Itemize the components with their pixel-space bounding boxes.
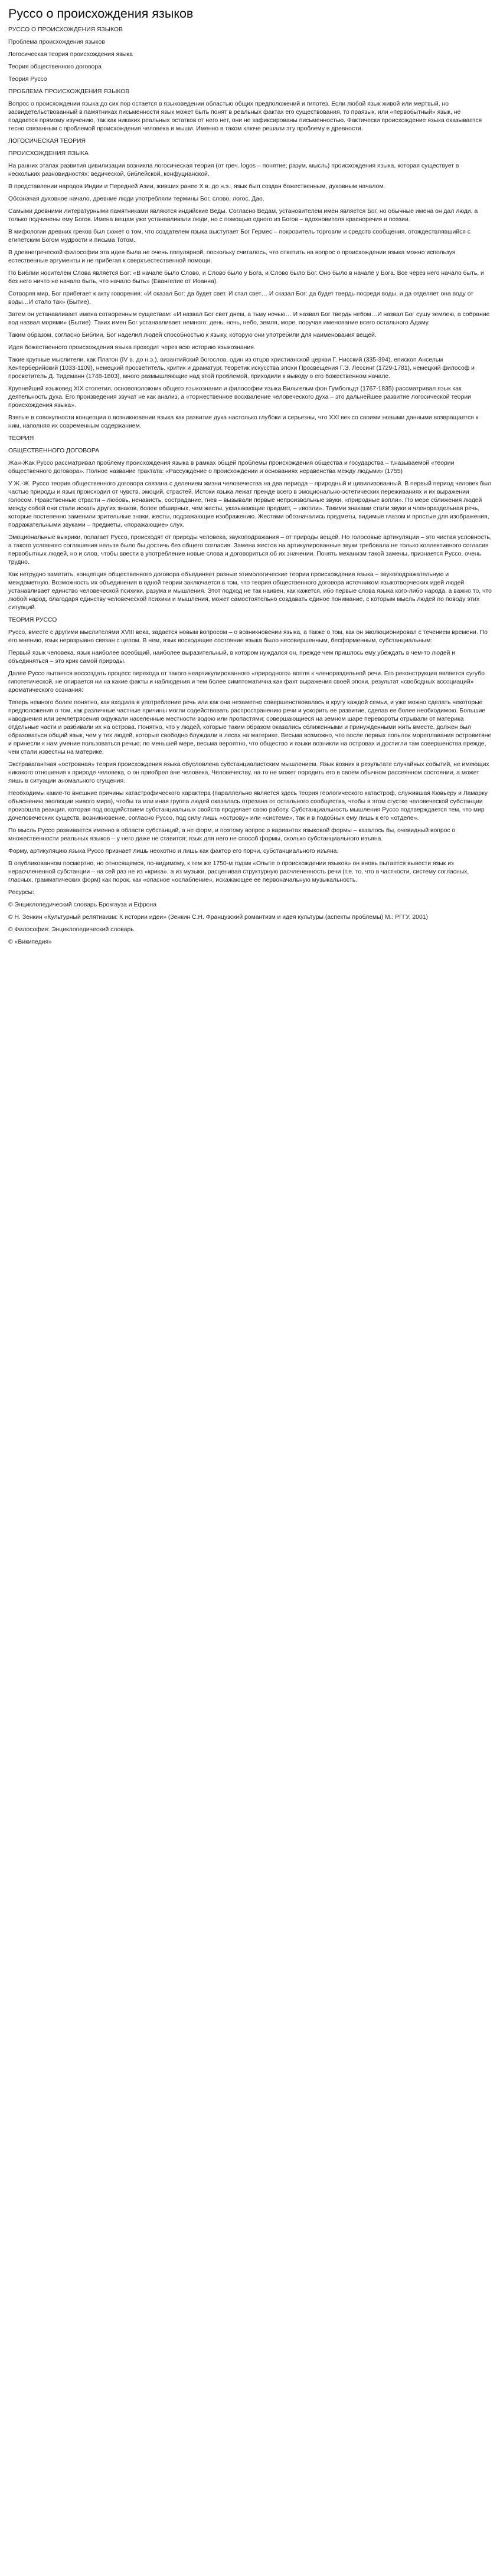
paragraph: Самыми древними литературными памятниками являются индийские Веды. Согласно Ведам, установителем имен является Бог, но обычные имена он дал люди, а только подчинены ему Богов. Имена вещам уже устанавливали люди, но с помощью одного из Богов – вдохновителя красноречия и поэзии.: [8, 208, 478, 223]
paragraph: Проблема происхождения языков: [8, 39, 105, 45]
paragraph: Ресурсы:: [8, 889, 34, 896]
paragraph: Теперь немного более понятно, как входила в употребление речь или как она незаметно совершенствовалась в кругу каждой семьи, и уже можно сделать некоторые предположения о том, как различные частные причины могли содействовать распространению речи и ускорить ее развитие, сделав ее более необходимою. Большие наводнения или землетрясения окружали населенные местности водою или пропастями; совершающиеся на земном шаре перевороты отрывали от материка отдельные части и разбивали их на острова. Понятно, что у людей, которые таким образом оказались сближенными и принужденными жить вместе, должен был образоваться общий язык, чем у тех людей, которые свободно блуждали в лесах на материке. Весьма возможно, что после первых попыток мореплавания островитяне и принесли к нам умение пользоваться речью; по меньшей мере, весьма вероятно, что общество и языки возникли на островах и достигли там совершенства прежде, чем стали известны на материке.: [8, 699, 492, 755]
paragraph: В представлении народов Индии и Передней Азии, живших ранее Х в. до н.э., язык был создан божественным, духовным началом.: [8, 183, 385, 190]
paragraph: ОБЩЕСТВЕННОГО ДОГОВОРА: [8, 448, 100, 454]
paragraph: Таким образом, согласно Библии, Бог наделил людей способностью к языку, которую они употребили для наименования вещей.: [8, 332, 377, 339]
paragraph: Далее Руссо пытается воссоздать процесс перехода от такого неартикулированного «природного» вопля к членораздельной речи. Его реконструкция является сугубо гипотетической, не опирается ни на какие факты и наблюдения и тем более симптоматична как факт выражения своей эпохи, результат «свободных ассоциаций» ароматического сознания:: [8, 671, 485, 694]
paragraph: По мысль Руссо развивается именно в области субстанций, а не форм, и поэтому вопрос о вариантах языковой формы – казалось бы, очевидный вопрос о множественности реальных языков – у него даже не ставится; язык для него не способ формы, сколько субстанциального изъяна.: [8, 827, 456, 842]
paragraph: Экстравагантная «островная» теория происхождения языка обусловлена субстанциалистским мышлением. Язык возник в результате случайных событий, не имеющих никакого отношения к природе человека, о он приобрел вне человека, Человечеству, на то не может породить его в своем обычном рассеянном состоянии, а может лишь в ситуации аномального сгущения.: [8, 761, 489, 784]
paragraph: По Библии носителем Слова является Бог: «В начале было Слово, и Слово было у Бога, и Слово было Бог. Оно было в начале у Бога. Все через него начало быть, и без него ничто не начало быть, что начало быть» (Евангелие от Иоанна).: [8, 270, 484, 285]
paragraph: Такие крупные мыслители, как Платон (IV в. до н.э.), византийский богослов, один из отцов христианской церкви Г. Нисский (335-394), епископ Ансельм Кентерберийский (1033-1109), немецкий просветитель, критик и драматург, теоретик искусства эпохи Просвещения Г.Э. Лессинг (1729-1781), немецкий философ и просветитель Д. Тидеманн (1748-1803), много размышляющие над этой проблемой, приходили к выводу о его божественном начале.: [8, 357, 475, 380]
paragraph: Теория общественного договора: [8, 64, 102, 70]
paragraph: ТЕОРИЯ: [8, 435, 34, 442]
paragraph: Затем он устанавливает имена сотворенным существам: «И назвал Бог свет днем, а тьму ночью… И назвал Бог твердь небом…И назвал Бог сушу землею, а собрание вод назвал морями» (Бытие). Таких имен Бог устанавливает немного: день, ночь, небо, земля, море, поручая именование всего остального Адаму.: [8, 311, 490, 326]
paragraph: Как нетрудно заметить, концепция общественного договора объединяет разные этимологические теории происхождения языка – звукоподражательную и междометную. Возможность их объединения в одной теории заключается в том, что теория общественного договора источником языкотворческих идей людей устанавливает единство человеческой психики, разума и мышления. Этот подход не так наивен, как кажется, ибо первые слова языка кого-либо народа, а важно то, что любой народ, благодаря единству человеческой психики и мышления, может самостоятельно создавать единое понимание, с которым мысль людей по поводу этих ситуаций.: [8, 571, 492, 611]
paragraph: Руссо, вместе с другими мыслителями XVIII века, задается новым вопросом – о возникновении языка, а также о том, как он эволюционировал с течением времени. По его мнению, язык неразрывно связан с целом. В нем, язык восходящие состояние языка было несовершенным, бесформенным, субстанциальным:: [8, 629, 488, 644]
paragraph: На ранних этапах развития цивилизации возникла логосическая теория (от греч. logos – понятие; разум, мысль) происхождения языка, которая существует в нескольких разновидностях: ведической, библейской, конфуцианской.: [8, 163, 459, 178]
paragraph: Взятые в совокупности концепции о возникновении языка как развитие духа настолько глубоки и серьезны, что XXI век со своими новыми данными возвращается к ним, наполняя их современным содержанием.: [8, 415, 479, 429]
paragraph: Необходимы какие-то внешние причины катастрофического характера (параллельно является здесь теория геологического катастроф, служившая Кювьеру и Ламарку объяснению эволюции живого мира), чтобы та или иная группа людей оказалась отрезана от остального сообщества, чтобы в этом сгустке человеческой субстанции произошла реакция, которая под воздействием субстанциальных свойств проделает свою работу. Субстанциальность мышления Руссо подтверждается тем, что мир дочеловеческих существ, возникновение, согласно Руссо, под силу лишь «острову» или «системе», так и в подобных ему лишь к его «отделе».: [8, 790, 488, 822]
paragraph: В древнегреческой философии эта идея была не очень популярной, поскольку считалось, что ответить на вопрос о происхождении языка можно используя естественные аргументы и не прибегая к сверхъестественной помощи.: [8, 249, 456, 264]
document-body: [8, 26, 492, 947]
paragraph: Жан-Жак Руссо рассматривал проблему происхождения языка в рамках общей проблемы происхождения общества и государства – т.называемой «теории общественного договора». Полное название трактата: «Рассуждение о происхождении и основаниях неравенства между людьми» (1755): [8, 460, 455, 475]
paragraph: В опубликованном посмертно, но относящемся, по-видимому, к тем же 1750-м годам «Опыте о происхождении языков» он вновь пытается вывести язык из нерасчлененной субстанции – на сей раз не из «крика», а из музыки, расценивая структурную расчлененность речи (т.е. то, что в частности, систему согласных, гласных, грамматических форм) как порок, как «опасное «ослабление», искажающее ее первоначальную музыкальность.: [8, 860, 469, 883]
paragraph: Логосическая теория происхождения языка: [8, 51, 133, 58]
paragraph: Обозначая духовное начало, древние люди употребляли термины Бог, слово, логос, Дао.: [8, 196, 264, 202]
paragraph: ПРОИСХОЖДЕНИЯ ЯЗЫКА: [8, 150, 89, 157]
paragraph: В мифологии древних греков был сюжет о том, что создателем языка выступает Бог Гермес – покровитель торговли и средств сообщения, отождествлявшийся с египетским Богом мудрости и письма Тотом.: [8, 229, 471, 244]
paragraph: ТЕОРИЯ РУССО: [8, 617, 57, 623]
paragraph: Форму, артикуляцию языка Руссо признает лишь неохотно и лишь как фактор его порчи, субстанциального изъяна.: [8, 848, 339, 855]
paragraph: Сотворяя мир, Бог прибегает к акту говорения: «И сказал Бог: да будет свет. И стал свет… И сказал Бог: да будет твердь посреди воды, и да отделяет она воду от воды…И стало так» (Бытие).: [8, 291, 474, 305]
page-title: Руссо о происхождения языков: [8, 6, 194, 21]
paragraph: Эмоциональные выкрики, полагает Руссо, происходят от природы человека, звукоподражания – от природы вещей. Но голосовые артикуляции – это чистая условность, а такого условного соглашения нельзя было бы достичь без общего согласия. Замена жестов на артикулированные звуки требовала не только коллективного согласия первобытных людей, но и слов, чтобы ввести в употребление новые слова и договориться об их значении. Понять механизм такой замены, признается Руссо, очень трудно.: [8, 534, 492, 566]
paragraph: Первый язык человека, язык наиболее всеобщий, наиболее выразительный, в котором нуждался он, прежде чем пришлось ему убеждать в чем-то людей и объединяться – это крик самой природы.: [8, 650, 456, 665]
paragraph: ПРОБЛЕМА ПРОИСХОЖДЕНИЯ ЯЗЫКОВ: [8, 88, 130, 95]
paragraph: ЛОГОСИЧЕСКАЯ ТЕОРИЯ: [8, 138, 86, 144]
paragraph: Вопрос о происхождении языка до сих пор остается в языковедении областью общих предположений и гипотез. Если любой язык живой или мертвый, но засвидетельствованный в памятниках письменности язык может быть понят в реальных фактах его существования, то праязык, или «первобытный» язык, не поддается прямому изучению, так как никаких реальных остатков от него нет, они не зафиксированы письменностью. Фактически происхождение языка оказывается тесно связанным с проблемой происхождения человека и мыши. Именно в таком ключе решали эту проблему в древности.: [8, 101, 482, 132]
paragraph: РУССО О ПРОИСХОЖДЕНИЯ ЯЗЫКОВ: [8, 27, 123, 33]
paragraph: Теория Руссо: [8, 76, 47, 83]
paragraph: У Ж.-Ж. Руссо теория общественного договора связана с делением жизни человечества на два периода – природный и цивилизованный. В первый период человек был частью природы и язык происходил от чувств, эмоций, страстей. Истоки языка лежат прежде всего в эмоционально-эстетических переживаниях и их выражении голосом. Нравственные страсти – любовь, ненависть, сострадание, гнев – вызывали первые непроизвольные звуки, «природные вопли». По мере сближения людей между собой они стали искать других знаков, более обширных, чем жесты, указывающие предмет, – «вопли». Такими знаками стали звуки и членораздельная речь, которые постепенно заменили зрительные знаки, жесты, подражающие изображению. Жестами обозначались предметы, видимые глазом и простые для изображения, подражательными звуками – предметы, «поражающие» слух.: [8, 481, 492, 528]
document: [0, 0, 500, 947]
paragraph: © Философия: Энциклопедический словарь: [8, 926, 134, 933]
paragraph: Идея божественного происхождения языка проходит через всю историю языкознания.: [8, 344, 256, 351]
paragraph: © «Википедия»: [8, 939, 52, 945]
paragraph: © Энциклопедический словарь Брокгауза и Ефрона: [8, 902, 157, 908]
paragraph: Крупнейший языковед XIX столетия, основоположник общего языкознания и философии языка Вильгельм фон Гумбольдт (1767-1835) рассматривал язык как деятельность духа. Его произведения звучат не как анализ, а «торжественное восхваление человеческого духа – это дальнейшее развитие логосической теории происхождения языка».: [8, 386, 471, 409]
paragraph: © Н. Зенкин «Культурный релятивизм: К истории идеи» (Зенкин С.Н. Французский романтизм и идея культуры (аспекты проблемы) М.: РГГУ, 2001): [8, 914, 428, 921]
